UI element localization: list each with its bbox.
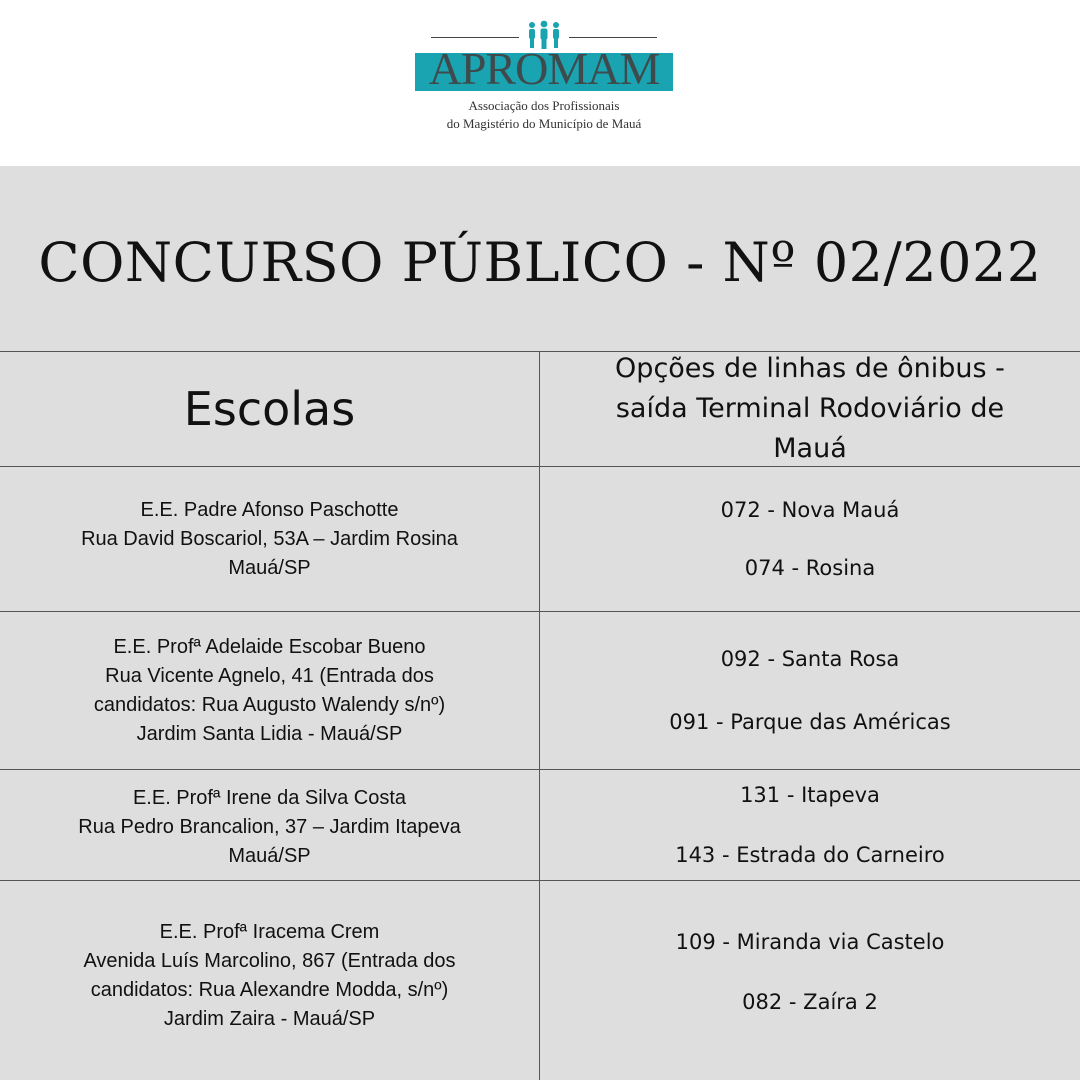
- logo-subtitle-line-2: do Magistério do Município de Mauá: [446, 116, 642, 131]
- bus-line: 074 - Rosina: [744, 556, 876, 580]
- bus-lines-cell: [540, 770, 1080, 880]
- logo-right-rule: [569, 37, 657, 38]
- header-bus-lines: Opções de linhas de ônibus - saída Terminal Rodoviário de Mauá: [615, 353, 1005, 464]
- school-cell: [0, 770, 539, 880]
- bus-lines-cell: [540, 467, 1080, 611]
- school-cell: [0, 467, 539, 611]
- school-city: Jardim Santa Lidia - Mauá/SP: [136, 722, 403, 745]
- school-cell: [0, 881, 539, 1080]
- school-address: Rua David Boscariol, 53A – Jardim Rosina: [81, 527, 458, 550]
- page-title: CONCURSO PÚBLICO - Nº 02/2022: [38, 231, 1042, 294]
- bus-lines-cell: [540, 881, 1080, 1080]
- school-name: E.E. Padre Afonso Paschotte: [140, 498, 399, 521]
- logo-subtitle-line-1: Associação dos Profissionais: [468, 98, 620, 113]
- school-name: E.E. Profª Adelaide Escobar Bueno: [113, 635, 426, 658]
- school-name: E.E. Profª Iracema Crem: [159, 921, 380, 943]
- school-address: Avenida Luís Marcolino, 867 (Entrada dos candidatos: Rua Alexandre Modda, s/nº): [83, 950, 456, 1001]
- school-city: Jardim Zaira - Mauá/SP: [163, 1008, 376, 1030]
- bus-lines-cell: [540, 612, 1080, 769]
- school-address: Rua Vicente Agnelo, 41 (Entrada dos candidatos: Rua Augusto Walendy s/nº): [93, 664, 446, 716]
- logo-wordmark: APROMAM: [428, 43, 660, 94]
- bus-line: 082 - Zaíra 2: [742, 990, 878, 1014]
- bus-line: 092 - Santa Rosa: [720, 647, 900, 671]
- bus-line: 072 - Nova Mauá: [720, 498, 900, 522]
- bus-line: 143 - Estrada do Carneiro: [675, 843, 945, 867]
- school-city: Mauá/SP: [228, 845, 311, 867]
- school-cell: [0, 612, 539, 769]
- header-schools: Escolas: [183, 382, 356, 436]
- bus-line: 131 - Itapeva: [740, 783, 880, 807]
- apromam-logo: [413, 18, 675, 138]
- school-address: Rua Pedro Brancalion, 37 – Jardim Itapeva: [78, 816, 461, 838]
- school-city: Mauá/SP: [228, 556, 311, 579]
- logo-left-rule: [431, 37, 519, 38]
- header: [0, 0, 1080, 166]
- school-name: E.E. Profª Irene da Silva Costa: [132, 787, 407, 809]
- bus-line: 091 - Parque das Américas: [669, 710, 951, 734]
- bus-line: 109 - Miranda via Castelo: [675, 930, 945, 954]
